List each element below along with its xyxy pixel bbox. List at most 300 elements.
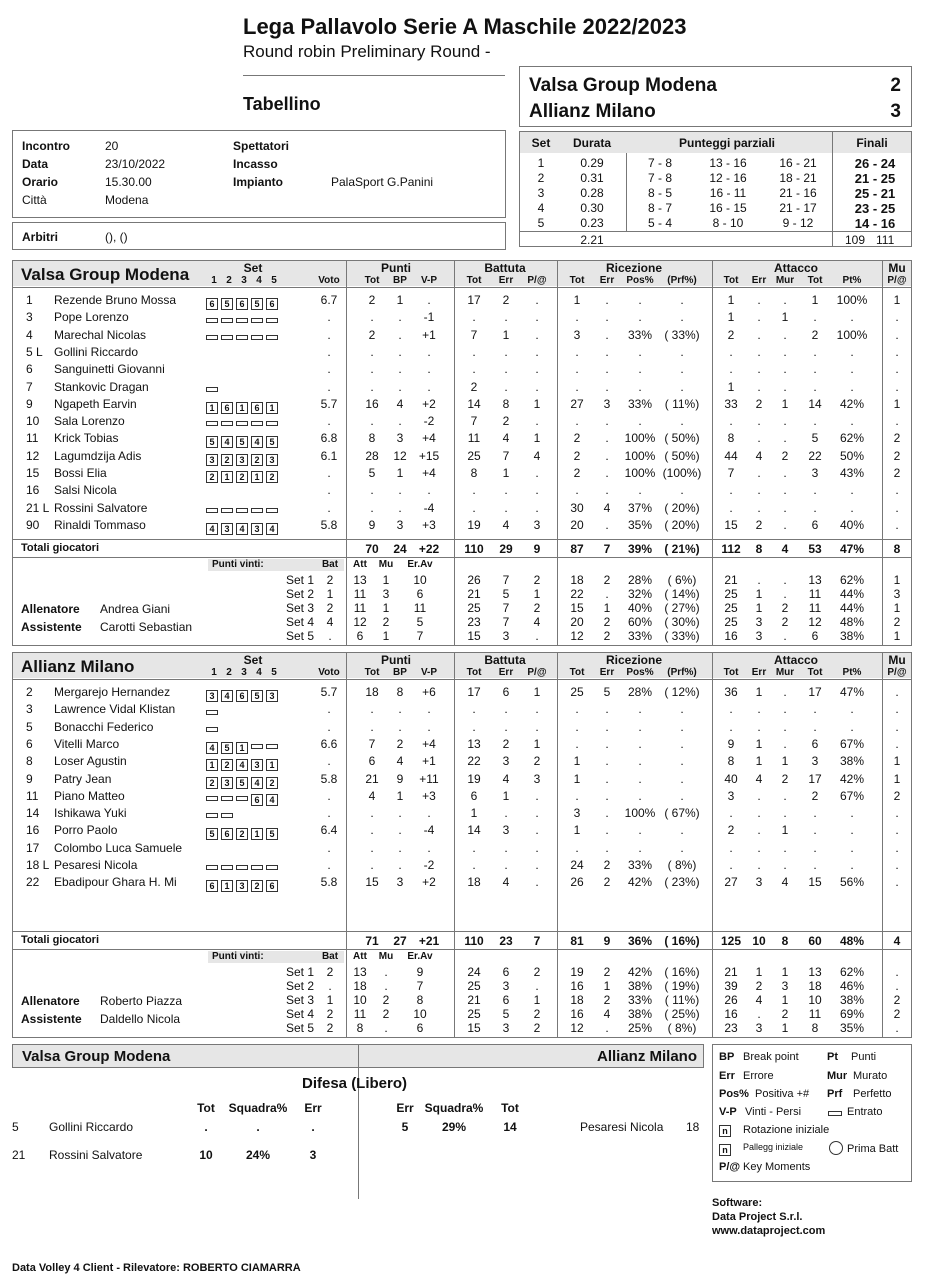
total-cell: 110	[464, 934, 484, 948]
stat-cell: 42%	[839, 771, 865, 786]
stat-cell: .	[783, 293, 787, 307]
legend-value: Perfetto	[853, 1088, 892, 1100]
info-value: 20	[105, 139, 119, 153]
legend-value: Key Moments	[743, 1161, 811, 1173]
stat-cell: 1	[755, 685, 763, 699]
stat-cell: 6.1	[320, 448, 338, 463]
stat-cell: .	[370, 379, 374, 394]
team-a-section	[12, 260, 912, 646]
stat-cell: .	[850, 719, 854, 734]
set-rotations	[206, 824, 281, 842]
player-name: Pope Lorenzo	[54, 310, 129, 325]
stat-cell: .	[757, 327, 761, 342]
stat-cell: ( 8%)	[667, 858, 697, 872]
set-rotations	[206, 329, 281, 347]
stat-cell: .	[605, 466, 609, 480]
stat-cell: -4	[423, 823, 435, 838]
stat-cell: .	[850, 858, 854, 872]
stat-cell: 3	[573, 327, 581, 342]
stat-cell: 5.7	[320, 685, 338, 699]
libero-team-a: Valsa Group Modena	[22, 1048, 171, 1065]
stat-cell: .	[370, 823, 374, 838]
libero-name: Rossini Salvatore	[49, 1148, 143, 1162]
rotation-box	[206, 710, 218, 715]
col-subheader: Voto	[318, 275, 340, 286]
stat-cell: .	[370, 483, 374, 498]
col-header: Punti	[381, 653, 411, 667]
stat-cell: 1	[502, 466, 510, 480]
rotation-box: 6	[236, 690, 248, 702]
team-b-name: Allianz Milano	[529, 101, 656, 122]
legend-key: Prf	[827, 1088, 843, 1100]
stat-cell: .	[783, 685, 787, 699]
stat-cell: 9	[368, 517, 376, 532]
stat-cell: .	[680, 788, 684, 803]
stat-cell: 2	[396, 736, 404, 751]
stat-cell: .	[535, 840, 539, 855]
stat-cell: .	[575, 414, 579, 429]
stat-cell: 1	[573, 293, 581, 307]
legend-value: Positiva +#	[755, 1088, 810, 1100]
software-website: www.dataproject.com	[712, 1225, 826, 1237]
stat-cell: .	[427, 483, 431, 498]
stat-cell: 3	[533, 771, 541, 786]
set-cell: 16 - 11	[709, 186, 747, 200]
set-stat-cell: 10	[413, 1007, 427, 1021]
libero-stat: .	[256, 1120, 260, 1134]
set-cell: 7 - 8	[647, 156, 672, 170]
set-stat-cell: Set 1	[285, 965, 314, 979]
stat-cell: 9	[396, 771, 404, 786]
stat-cell: .	[504, 344, 508, 359]
set-cell: 21 - 17	[779, 201, 817, 215]
rotation-box: 4	[206, 523, 218, 535]
col-header: Battuta	[484, 653, 526, 667]
set-stat-cell: 2	[382, 1007, 390, 1021]
stat-cell: .	[783, 414, 787, 429]
set-stat-cell: 16	[570, 1007, 584, 1021]
col-subheader: Tot	[364, 275, 380, 286]
rotation-box: 4	[206, 742, 218, 754]
stat-cell: 2	[893, 466, 901, 480]
set-stat-cell: 7	[502, 615, 510, 629]
set-stat-cell: Set 5	[285, 629, 314, 643]
stat-cell: 2	[368, 327, 376, 342]
rotation-box	[236, 318, 248, 323]
set-stat-cell: 6	[416, 587, 424, 601]
stat-cell: 19	[467, 517, 481, 532]
stat-cell: 12	[393, 448, 407, 463]
stat-cell: .	[398, 362, 402, 377]
stat-cell: 2	[502, 414, 510, 429]
stat-cell: 100%	[836, 327, 868, 342]
col-subheader: Pos%	[626, 667, 654, 678]
set-stat-cell: 2	[603, 615, 611, 629]
player-name: Sanguinetti Giovanni	[54, 362, 165, 377]
stat-cell: .	[327, 788, 331, 803]
rotation-box	[251, 744, 263, 749]
set-rotations	[206, 381, 221, 399]
stat-cell: 3	[603, 396, 611, 411]
rotation-box: 4	[251, 777, 263, 789]
software-company: Data Project S.r.l.	[712, 1211, 803, 1223]
total-cell: 8	[893, 542, 901, 556]
set-stat-cell: 2	[382, 615, 390, 629]
stat-cell: .	[398, 327, 402, 342]
total-cell: 70	[365, 542, 379, 556]
stat-cell: 1	[396, 466, 404, 480]
total-cell: 39%	[627, 542, 653, 556]
stat-cell: 5	[368, 466, 376, 480]
stat-cell: .	[472, 362, 476, 377]
col-subheader: BP	[393, 667, 407, 678]
rotation-box	[236, 865, 248, 870]
player-number: 6	[26, 362, 33, 377]
total-cell: 4	[893, 934, 901, 948]
set-stat-cell: 10	[413, 573, 427, 587]
stat-cell: .	[575, 719, 579, 734]
libero-name: Gollini Riccardo	[49, 1120, 134, 1134]
total-cell: 8	[755, 542, 763, 556]
info-label: Spettatori	[233, 139, 290, 153]
stat-cell: 2	[893, 788, 901, 803]
set-stat-cell: 18	[808, 979, 822, 993]
set-stat-cell: Set 2	[285, 587, 314, 601]
set-stat-cell: 15	[570, 601, 584, 615]
divider	[712, 653, 713, 1037]
rotation-box	[221, 318, 233, 323]
stat-cell: 3	[396, 431, 404, 446]
stat-cell: +1	[422, 327, 436, 342]
total-cell: ( 21%)	[664, 542, 700, 556]
stat-cell: .	[370, 840, 374, 855]
set-stat-cell: 7	[416, 979, 424, 993]
rotation-box: 6	[251, 402, 263, 414]
rotation-box: 3	[221, 523, 233, 535]
set-cell: 14 - 16	[854, 216, 896, 231]
stat-cell: .	[398, 719, 402, 734]
referees-box	[12, 222, 506, 250]
set-stat-cell: 2	[781, 615, 789, 629]
player-name: Pesaresi Nicola	[54, 858, 138, 872]
set-stat-cell: 7	[502, 573, 510, 587]
set-number: 5	[271, 667, 277, 678]
rotation-box: 1	[266, 759, 278, 771]
total-cell: 125	[720, 934, 742, 948]
stat-cell: 2	[811, 327, 819, 342]
stat-cell: 1	[396, 788, 404, 803]
stat-cell: 7	[470, 414, 478, 429]
stat-cell: 1	[396, 293, 404, 307]
stat-cell: 8	[727, 754, 735, 769]
stat-cell: 4	[502, 431, 510, 446]
stat-cell: 62%	[839, 431, 865, 446]
stat-cell: .	[370, 362, 374, 377]
player-number: 6	[26, 736, 33, 751]
stat-cell: .	[783, 466, 787, 480]
stat-cell: 5.8	[320, 517, 338, 532]
set-stat-cell: 4	[603, 1007, 611, 1021]
set-stat-cell: 1	[755, 965, 763, 979]
pv-header: Er.Av	[407, 559, 433, 570]
info-label: Arbitri	[22, 230, 58, 244]
legend-value: Rotazione iniziale	[743, 1124, 830, 1136]
rotation-box: 5	[266, 436, 278, 448]
rotation-box: 6	[221, 402, 233, 414]
set-stat-cell: 21	[724, 965, 738, 979]
stat-cell: 2	[727, 823, 735, 838]
stat-cell: .	[757, 788, 761, 803]
libero-stat: 5	[401, 1120, 409, 1134]
divider	[882, 261, 883, 645]
player-name: Salsi Nicola	[54, 483, 117, 498]
stat-cell: 37%	[627, 500, 653, 515]
libero-title: Difesa (Libero)	[302, 1075, 408, 1092]
col-header: Mu	[888, 261, 906, 275]
rotation-box: 5	[221, 298, 233, 310]
stat-cell: .	[327, 362, 331, 377]
divider	[557, 653, 558, 1037]
rotation-box: 6	[221, 828, 233, 840]
stat-cell: .	[575, 310, 579, 325]
set-stat-cell: 62%	[839, 965, 865, 979]
rotation-box	[266, 865, 278, 870]
libero-stat: 3	[309, 1148, 317, 1162]
total-cell: 71	[365, 934, 379, 948]
stat-cell: 28%	[627, 685, 653, 699]
set-stat-cell: 2	[603, 965, 611, 979]
set-stat-cell: 11	[353, 1007, 367, 1021]
stat-cell: 1	[893, 754, 901, 769]
col-subheader: Pos%	[626, 275, 654, 286]
stat-cell: 8	[396, 685, 404, 699]
set-rotations	[206, 311, 281, 329]
stat-cell: .	[605, 344, 609, 359]
stat-cell: .	[757, 379, 761, 394]
stat-cell: 11	[467, 431, 481, 446]
stat-cell: .	[605, 823, 609, 838]
libero-stat: 14	[503, 1120, 517, 1134]
stat-cell: 18	[467, 875, 481, 890]
set-stat-cell: 2	[326, 965, 334, 979]
set-stat-cell: 1	[603, 979, 611, 993]
stat-cell: 16	[365, 396, 379, 411]
tabellino-label: Tabellino	[243, 94, 321, 114]
col-subheader: (Prf%)	[667, 275, 697, 286]
stat-cell: +1	[422, 754, 436, 769]
rotation-box: 5	[206, 436, 218, 448]
stat-cell: .	[575, 788, 579, 803]
stat-cell: .	[398, 840, 402, 855]
legend-value: Entrato	[847, 1106, 883, 1118]
stat-cell: .	[729, 344, 733, 359]
stat-cell: .	[895, 719, 899, 734]
set-stat-cell: 21	[724, 573, 738, 587]
set-stat-cell: .	[328, 629, 332, 643]
rotation-box	[221, 421, 233, 426]
set-stat-cell: 32%	[627, 587, 653, 601]
rotation-box: 3	[266, 690, 278, 702]
stat-cell: 3	[811, 754, 819, 769]
player-name: Marechal Nicolas	[54, 327, 147, 342]
rotation-box	[206, 387, 218, 392]
set-stat-cell: 12	[353, 615, 367, 629]
punti-vinti-label: Punti vinti:	[212, 559, 264, 570]
stat-cell: .	[729, 362, 733, 377]
stat-cell: .	[605, 431, 609, 446]
col-subheader: P/@	[887, 275, 907, 286]
stat-cell: 2	[573, 466, 581, 480]
set-cell: 18 - 21	[779, 171, 817, 185]
stat-cell: 17	[467, 685, 481, 699]
assistant-name: Carotti Sebastian	[100, 620, 193, 634]
set-stat-cell: 12	[570, 1021, 584, 1035]
stat-cell: .	[398, 806, 402, 821]
stat-cell: 2	[368, 293, 376, 307]
stat-cell: .	[575, 379, 579, 394]
set-stat-cell: 1	[326, 993, 334, 1007]
set-stat-cell: 38%	[627, 979, 653, 993]
stat-cell: .	[398, 379, 402, 394]
stat-cell: 1	[573, 754, 581, 769]
stat-cell: .	[535, 788, 539, 803]
stat-cell: 1	[781, 396, 789, 411]
stat-cell: .	[535, 362, 539, 377]
stat-cell: 44	[724, 448, 738, 463]
set-stat-cell: 11	[413, 601, 427, 615]
rotation-box: 1	[266, 402, 278, 414]
stat-cell: .	[680, 293, 684, 307]
stat-cell: ( 12%)	[664, 685, 700, 699]
stat-cell: .	[729, 702, 733, 717]
stat-cell: .	[605, 293, 609, 307]
stat-cell: -2	[423, 858, 435, 872]
rotation-box: 2	[251, 454, 263, 466]
match-info	[12, 130, 506, 218]
stat-cell: 3	[573, 806, 581, 821]
set-stat-cell: 25	[724, 601, 738, 615]
info-label: Città	[22, 193, 47, 207]
stat-cell: .	[370, 310, 374, 325]
stat-cell: .	[757, 840, 761, 855]
set-stat-cell: 18	[353, 979, 367, 993]
libero-stat: .	[204, 1120, 208, 1134]
stat-cell: ( 23%)	[664, 875, 700, 890]
coach-label: Allenatore	[21, 994, 80, 1008]
stat-cell: 1	[502, 788, 510, 803]
stat-cell: 3	[811, 466, 819, 480]
total-cell: 81	[570, 934, 584, 948]
stat-cell: .	[680, 310, 684, 325]
stat-cell: .	[535, 310, 539, 325]
set-stat-cell: .	[783, 587, 787, 601]
rotation-box: 2	[221, 454, 233, 466]
stat-cell: .	[813, 840, 817, 855]
rotation-box: 4	[221, 690, 233, 702]
stat-cell: +6	[422, 685, 436, 699]
set-cell: 16 - 21	[779, 156, 817, 170]
col-subheader: Err	[599, 275, 615, 286]
stat-cell: 8	[727, 431, 735, 446]
set-stat-cell: 2	[382, 993, 390, 1007]
set-stat-cell: 44%	[839, 601, 865, 615]
set-cell: 8 - 7	[647, 201, 672, 215]
player-name: Bossi Elia	[54, 466, 107, 480]
stat-cell: .	[680, 823, 684, 838]
col-subheader: Voto	[318, 667, 340, 678]
stat-cell: 17	[808, 685, 822, 699]
stat-cell: 6.4	[320, 823, 338, 838]
divider	[12, 949, 912, 950]
stat-cell: .	[895, 806, 899, 821]
set-stat-cell: 24	[467, 965, 481, 979]
set-stat-cell: Set 5	[285, 1021, 314, 1035]
set-rotations	[206, 450, 281, 468]
stat-cell: .	[327, 806, 331, 821]
stat-cell: .	[895, 362, 899, 377]
rotation-box	[221, 508, 233, 513]
stat-cell: +2	[422, 396, 436, 411]
totals-label: Totali giocatori	[21, 542, 100, 554]
legend-key: Err	[719, 1070, 735, 1082]
set-cell: 1	[537, 156, 545, 170]
stat-cell: .	[638, 788, 642, 803]
assistant-label: Assistente	[21, 1012, 82, 1026]
col-subheader: BP	[393, 275, 407, 286]
libero-stat: .	[311, 1120, 315, 1134]
stat-cell: .	[680, 414, 684, 429]
stat-cell: 2	[573, 448, 581, 463]
stat-cell: .	[757, 293, 761, 307]
stat-cell: 4	[502, 771, 510, 786]
set-stat-cell: 5	[502, 587, 510, 601]
stat-cell: 4	[502, 517, 510, 532]
rotation-box	[251, 421, 263, 426]
rotation-box	[266, 744, 278, 749]
set-stat-cell: 62%	[839, 573, 865, 587]
stat-cell: .	[575, 483, 579, 498]
set-number: 1	[211, 275, 217, 286]
entered-icon	[828, 1111, 842, 1116]
player-name: Ebadipour Ghara H. Mi	[54, 875, 177, 890]
stat-cell: .	[398, 344, 402, 359]
stat-cell: .	[472, 483, 476, 498]
rotation-box: 5	[236, 436, 248, 448]
stat-cell: .	[850, 379, 854, 394]
team-b-sets: 3	[890, 101, 901, 122]
set-stat-cell: .	[535, 979, 539, 993]
set-stat-cell: 2	[603, 573, 611, 587]
set-stat-cell: 2	[603, 629, 611, 643]
rotation-box: 5	[266, 828, 278, 840]
col-header: Attacco	[773, 261, 818, 275]
assistant-label: Assistente	[21, 620, 82, 634]
stat-cell: .	[895, 736, 899, 751]
stat-cell: .	[605, 771, 609, 786]
set-number: 2	[226, 667, 232, 678]
setter-icon: n	[719, 1144, 731, 1156]
player-number: 11	[26, 431, 39, 446]
set-stat-cell: 6	[502, 993, 510, 1007]
set-stat-cell: 2	[893, 1007, 901, 1021]
stat-cell: 1	[755, 736, 763, 751]
stat-cell: .	[327, 483, 331, 498]
stat-cell: 2	[781, 771, 789, 786]
col-subheader: (Prf%)	[667, 667, 697, 678]
stat-cell: .	[638, 771, 642, 786]
libero-number: 5	[12, 1120, 19, 1134]
set-stat-cell: 18	[570, 993, 584, 1007]
